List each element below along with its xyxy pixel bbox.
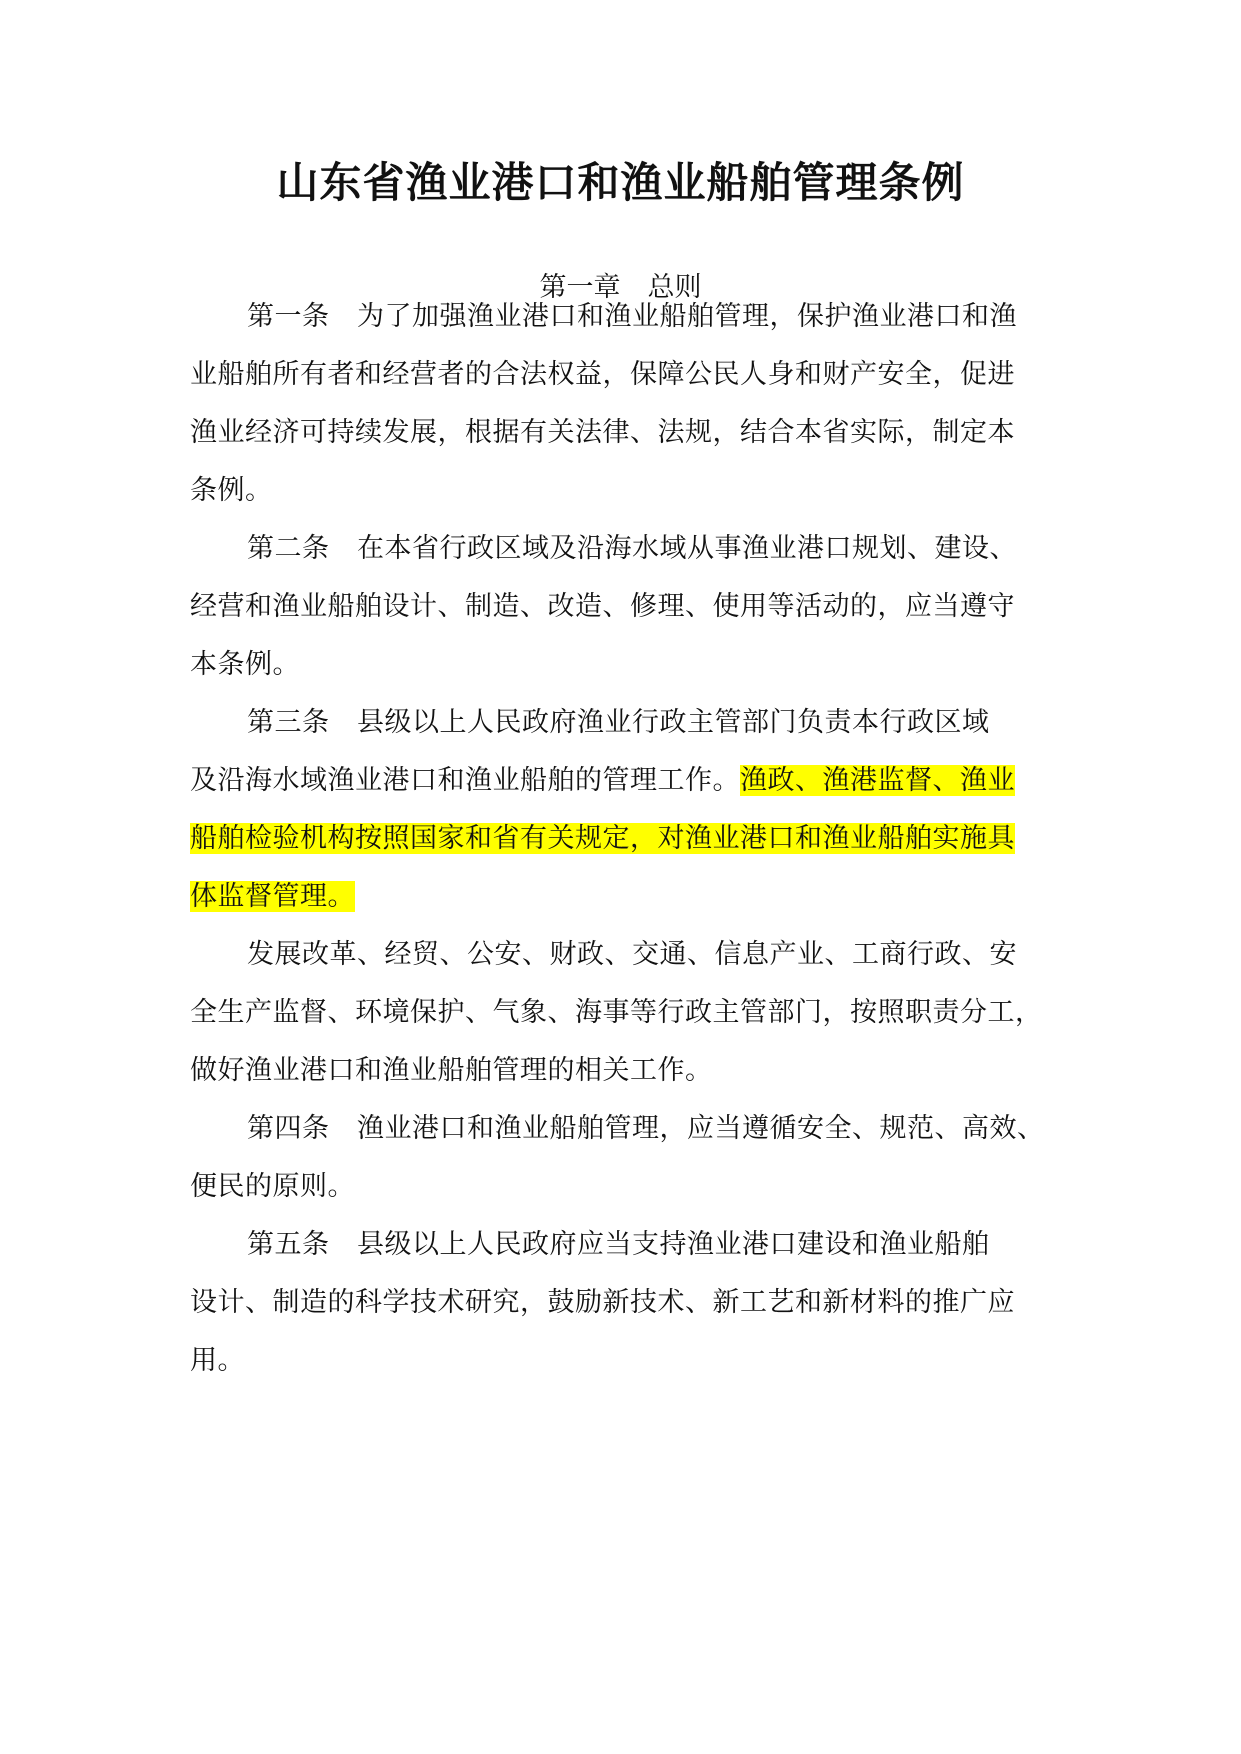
article-3-line	[190, 761, 1015, 801]
article-3-line	[190, 877, 355, 917]
article-4-line: 便民的原则。	[190, 1171, 355, 1202]
article-3-para-2-line: 全生产监督、环境保护、气象、海事等行政主管部门，按照职责分工，	[190, 997, 1043, 1028]
article-3-para-2-line: 做好渔业港口和渔业船舶管理的相关工作。	[190, 1055, 713, 1086]
article-1-line: 渔业经济可持续发展，根据有关法律、法规，结合本省实际，制定本	[190, 417, 1015, 448]
highlighted-text: 体监督管理。	[190, 881, 355, 912]
article-2-line: 本条例。	[190, 649, 300, 680]
highlighted-text: 船舶检验机构按照国家和省有关规定，对渔业港口和渔业船舶实施具	[190, 823, 1015, 854]
chapter-heading: 第一章 总则	[539, 272, 702, 303]
article-3-line: 第三条 县级以上人民政府渔业行政主管部门负责本行政区域	[247, 707, 990, 738]
article-2-line: 第二条 在本省行政区域及沿海水域从事渔业港口规划、建设、	[247, 533, 1017, 564]
article-4-line: 第四条 渔业港口和渔业船舶管理，应当遵循安全、规范、高效、	[247, 1113, 1045, 1144]
article-3-para-2-line: 发展改革、经贸、公安、财政、交通、信息产业、工商行政、安	[247, 939, 1017, 970]
document-title: 山东省渔业港口和渔业船舶管理条例	[276, 158, 965, 207]
article-5-line: 设计、制造的科学技术研究，鼓励新技术、新工艺和新材料的推广应	[190, 1287, 1015, 1318]
article-1-line: 条例。	[190, 475, 273, 506]
article-3-line	[190, 819, 1015, 859]
article-3-text: 及沿海水域渔业港口和渔业船舶的管理工作。	[190, 765, 740, 796]
article-5-line: 用。	[190, 1345, 245, 1376]
article-1-line: 业船舶所有者和经营者的合法权益，保障公民人身和财产安全，促进	[190, 359, 1015, 390]
article-2-line: 经营和渔业船舶设计、制造、改造、修理、使用等活动的，应当遵守	[190, 591, 1015, 622]
article-1-line: 第一条 为了加强渔业港口和渔业船舶管理，保护渔业港口和渔	[247, 301, 1017, 332]
article-5-line: 第五条 县级以上人民政府应当支持渔业港口建设和渔业船舶	[247, 1229, 990, 1260]
highlighted-text: 渔政、渔港监督、渔业	[740, 765, 1015, 796]
